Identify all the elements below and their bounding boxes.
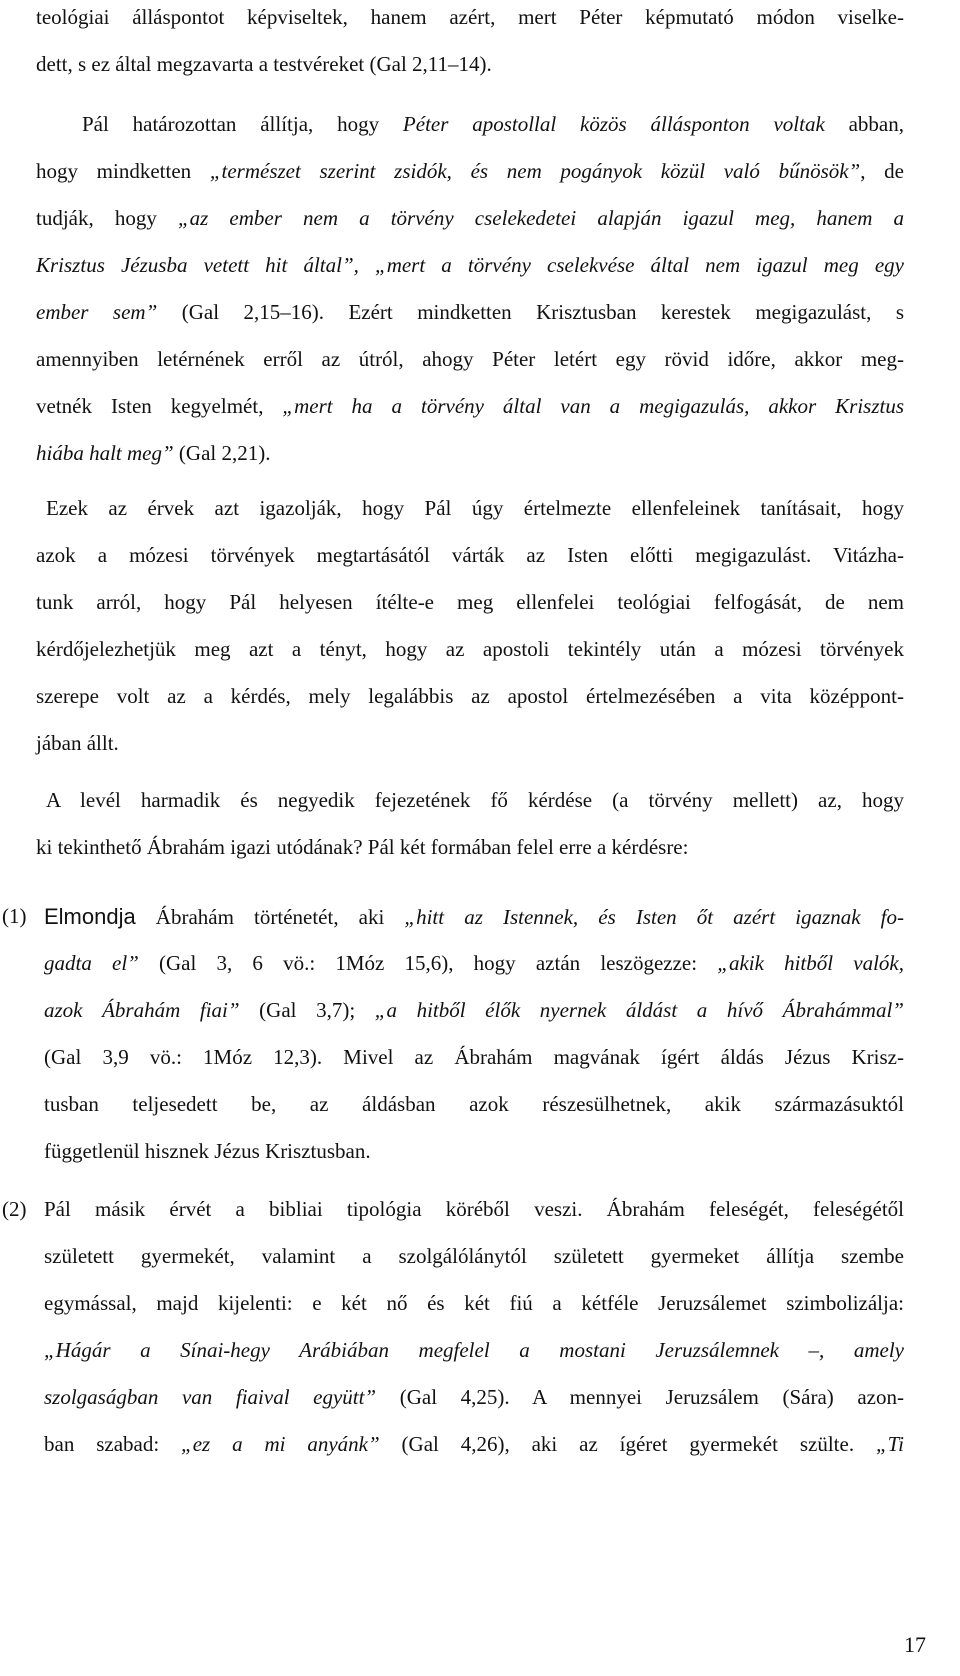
paragraph [36,101,904,477]
text-line: amennyiben letérnének erről az útról, ahogy Péter letért egy rövid időre, akkor meg- [36,347,904,371]
text-line: gadta el” (Gal 3, 6 vö.: 1Móz 15,6), hogy aztán leszögezze: „akik hitből valók, [44,951,904,975]
text-line: kérdőjelezhetjük meg azt a tényt, hogy az apostoli tekintély után a mózesi törvények [36,637,904,661]
text-line: A levél harmadik és negyedik fejezetének fő kérdése (a törvény mellett) az, hogy [46,788,904,812]
paragraph-continuation [36,0,904,88]
text-line: „Hágár a Sínai-hegy Arábiában megfelel a mostani Jeruzsálemnek –, amely [44,1338,904,1362]
page-number: 17 [904,1632,926,1657]
text-line: hiába halt meg” (Gal 2,21). [36,441,271,465]
text-line: teológiai álláspontot képviseltek, hanem azért, mert Péter képmutató módon viselke- [36,5,904,29]
text-line: született gyermekét, valamint a szolgálólánytól született gyermeket állítja szembe [44,1244,904,1268]
text-line: szerepe volt az a kérdés, mely legalábbis az apostol értelmezésében a vita középpont- [36,684,904,708]
text-line: jában állt. [36,731,119,755]
list-item-number: (1) [2,904,27,928]
text-line: Pál határozottan állítja, hogy Péter apostollal közös állásponton voltak abban, [82,112,904,136]
text-line: ember sem” (Gal 2,15–16). Ezért mindketten Krisztusban kerestek megigazulást, s [36,300,904,324]
text-line: azok a mózesi törvények megtartásától várták az Isten előtti megigazulást. Vitázha- [36,543,904,567]
text-line: szolgaságban van fiaival együtt” (Gal 4,25). A mennyei Jeruzsálem (Sára) azon- [44,1385,904,1409]
paragraph [36,777,904,871]
text-line: azok Ábrahám fiai” (Gal 3,7); „a hitből élők nyernek áldást a hívő Ábrahámmal” [44,998,904,1022]
list-item-body [44,1186,904,1468]
text-line: hogy mindketten „természet szerint zsidók, és nem pogányok közül való bűnösök”, de [36,159,904,183]
text-line: tunk arról, hogy Pál helyesen ítélte-e meg ellenfelei teológiai felfogását, de nem [36,590,904,614]
text-line: dett, s ez által megzavarta a testvéreket (Gal 2,11–14). [36,52,492,76]
text-line: ki tekinthető Ábrahám igazi utódának? Pál két formában felel erre a kérdésre: [36,835,689,859]
text-line: egymással, majd kijelenti: e két nő és két fiú a kétféle Jeruzsálemet szimbolizálja: [44,1291,904,1315]
text-line: tusban teljesedett be, az áldásban azok részesülhetnek, akik származásuktól [44,1092,904,1116]
text-line: Ezek az érvek azt igazolják, hogy Pál úgy értelmezte ellenfeleinek tanításait, hogy [46,496,904,520]
paragraph [36,485,904,767]
text-line: tudják, hogy „az ember nem a törvény cselekedetei alapján igazul meg, hanem a [36,206,904,230]
list-item-body [44,893,904,1175]
text-line: Pál másik érvét a bibliai tipológia köréből veszi. Ábrahám feleségét, feleségétől [44,1197,904,1221]
text-line: függetlenül hisznek Jézus Krisztusban. [44,1139,371,1163]
text-line: vetnék Isten kegyelmét, „mert ha a törvény által van a megigazulás, akkor Krisztus [36,394,905,418]
text-line: ban szabad: „ez a mi anyánk” (Gal 4,26), aki az ígéret gyermekét szülte. „Ti [44,1432,904,1456]
text-line: (Gal 3,9 vö.: 1Móz 12,3). Mivel az Ábrahám magvának ígért áldás Jézus Krisz- [44,1045,904,1069]
list-item-number: (2) [2,1197,27,1221]
text-line: Elmondja Ábrahám történetét, aki „hitt az Istennek, és Isten őt azért igaznak fo- [44,904,905,929]
text-line: Krisztus Jézusba vetett hit által”, „mert a törvény cselekvése által nem igazul meg egy [36,253,904,277]
